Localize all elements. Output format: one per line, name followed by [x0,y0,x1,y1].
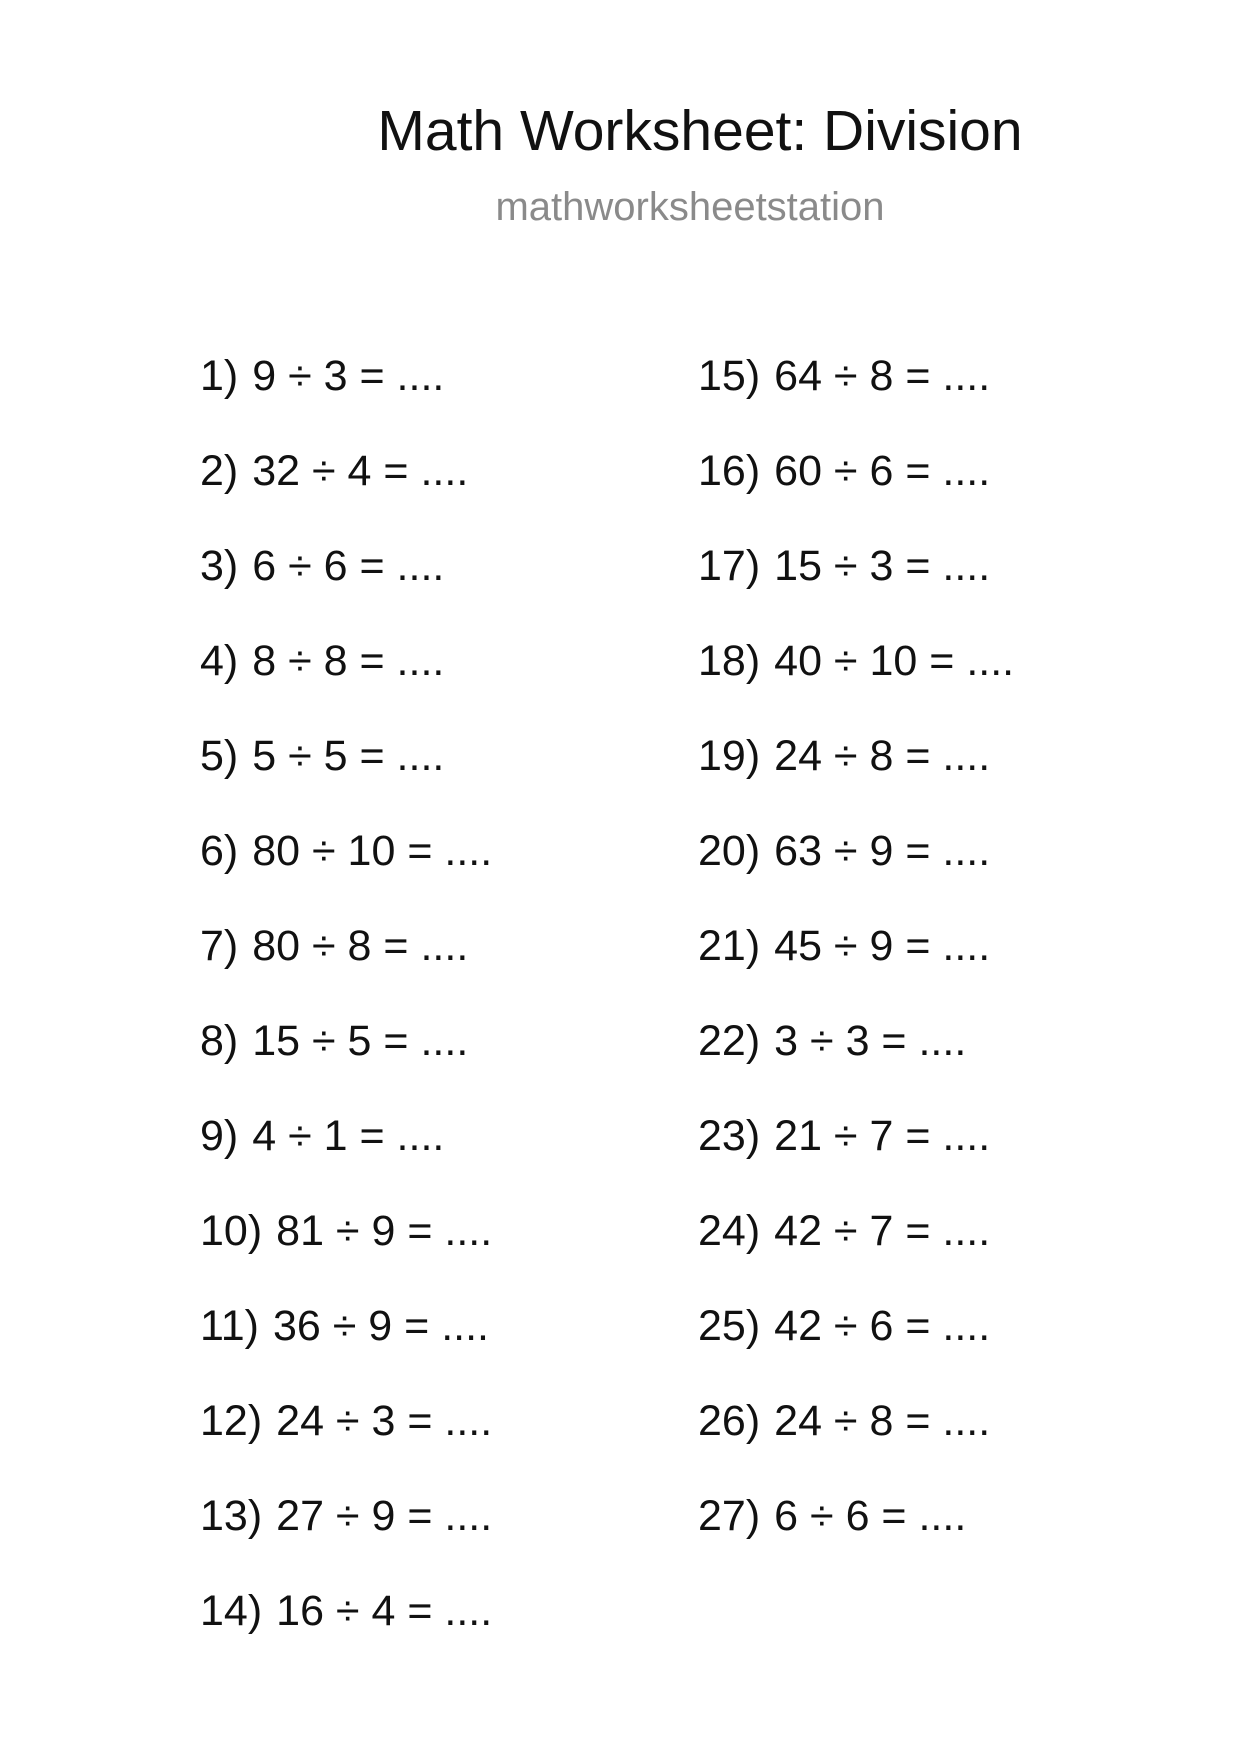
problem-number: 8) [200,1017,239,1065]
problem-number: 14) [200,1587,263,1635]
problem-number: 25) [698,1302,761,1350]
problem-expression: 15 ÷ 3 = .... [774,542,991,590]
problem-expression: 16 ÷ 4 = .... [276,1587,493,1635]
problem-item [698,540,1178,635]
problem-number: 24) [698,1207,761,1255]
problem-number: 26) [698,1397,761,1445]
problem-expression: 3 ÷ 3 = .... [774,1017,967,1065]
problem-number: 15) [698,352,761,400]
problem-number: 19) [698,732,761,780]
problem-number: 17) [698,542,761,590]
problem-number: 21) [698,922,761,970]
problem-item [200,635,680,730]
problem-number: 12) [200,1397,263,1445]
problem-number: 4) [200,637,239,685]
problem-column-left [200,350,680,1680]
problem-item [200,1300,680,1395]
problem-number: 7) [200,922,239,970]
problem-expression: 24 ÷ 8 = .... [774,1397,991,1445]
problem-number: 5) [200,732,239,780]
problem-number: 20) [698,827,761,875]
problem-item [698,1300,1178,1395]
problem-number: 3) [200,542,239,590]
problem-expression: 80 ÷ 8 = .... [252,922,469,970]
problem-item [698,350,1178,445]
problem-item [200,1490,680,1585]
problem-number: 22) [698,1017,761,1065]
problem-expression: 40 ÷ 10 = .... [774,637,1015,685]
problem-item [698,920,1178,1015]
problem-item [200,445,680,540]
problem-expression: 36 ÷ 9 = .... [272,1302,489,1350]
site-name: mathworksheetstation [495,185,885,229]
problem-expression: 80 ÷ 10 = .... [252,827,493,875]
problem-item [698,1395,1178,1490]
problem-expression: 45 ÷ 9 = .... [774,922,991,970]
problem-expression: 24 ÷ 8 = .... [774,732,991,780]
problem-expression: 32 ÷ 4 = .... [252,447,469,495]
problem-number: 9) [200,1112,239,1160]
problem-item [698,825,1178,920]
problem-expression: 21 ÷ 7 = .... [774,1112,991,1160]
problem-expression: 81 ÷ 9 = .... [276,1207,493,1255]
problem-expression: 60 ÷ 6 = .... [774,447,991,495]
problem-expression: 9 ÷ 3 = .... [252,352,445,400]
problem-item [698,1015,1178,1110]
problem-item [200,730,680,825]
problem-number: 10) [200,1207,263,1255]
problem-number: 1) [200,352,239,400]
problem-item [200,1110,680,1205]
problem-item [698,730,1178,825]
problem-expression: 42 ÷ 7 = .... [774,1207,991,1255]
problem-number: 13) [200,1492,263,1540]
problem-item [200,540,680,635]
problem-number: 18) [698,637,761,685]
problem-expression: 15 ÷ 5 = .... [252,1017,469,1065]
problem-item [698,445,1178,540]
problem-expression: 24 ÷ 3 = .... [276,1397,493,1445]
problem-expression: 6 ÷ 6 = .... [774,1492,967,1540]
problem-expression: 27 ÷ 9 = .... [276,1492,493,1540]
problem-number: 2) [200,447,239,495]
problem-item [200,1015,680,1110]
problem-item [200,825,680,920]
problem-item [698,1490,1178,1585]
problem-item [200,1585,680,1680]
problem-item [698,1110,1178,1205]
problem-expression: 64 ÷ 8 = .... [774,352,991,400]
problem-number: 16) [698,447,761,495]
problem-expression: 5 ÷ 5 = .... [252,732,445,780]
page-title: Math Worksheet: Division [377,99,1023,163]
problem-expression: 8 ÷ 8 = .... [252,637,445,685]
problem-item [200,1205,680,1300]
problem-number: 23) [698,1112,761,1160]
problem-number: 27) [698,1492,761,1540]
problem-item [200,1395,680,1490]
problem-column-right [698,350,1178,1585]
problem-number: 6) [200,827,239,875]
problem-item [200,350,680,445]
problem-number: 11) [200,1302,259,1350]
problem-item [200,920,680,1015]
problem-expression: 4 ÷ 1 = .... [252,1112,445,1160]
problem-expression: 63 ÷ 9 = .... [774,827,991,875]
problem-expression: 6 ÷ 6 = .... [252,542,445,590]
problem-item [698,635,1178,730]
problem-expression: 42 ÷ 6 = .... [774,1302,991,1350]
problem-item [698,1205,1178,1300]
